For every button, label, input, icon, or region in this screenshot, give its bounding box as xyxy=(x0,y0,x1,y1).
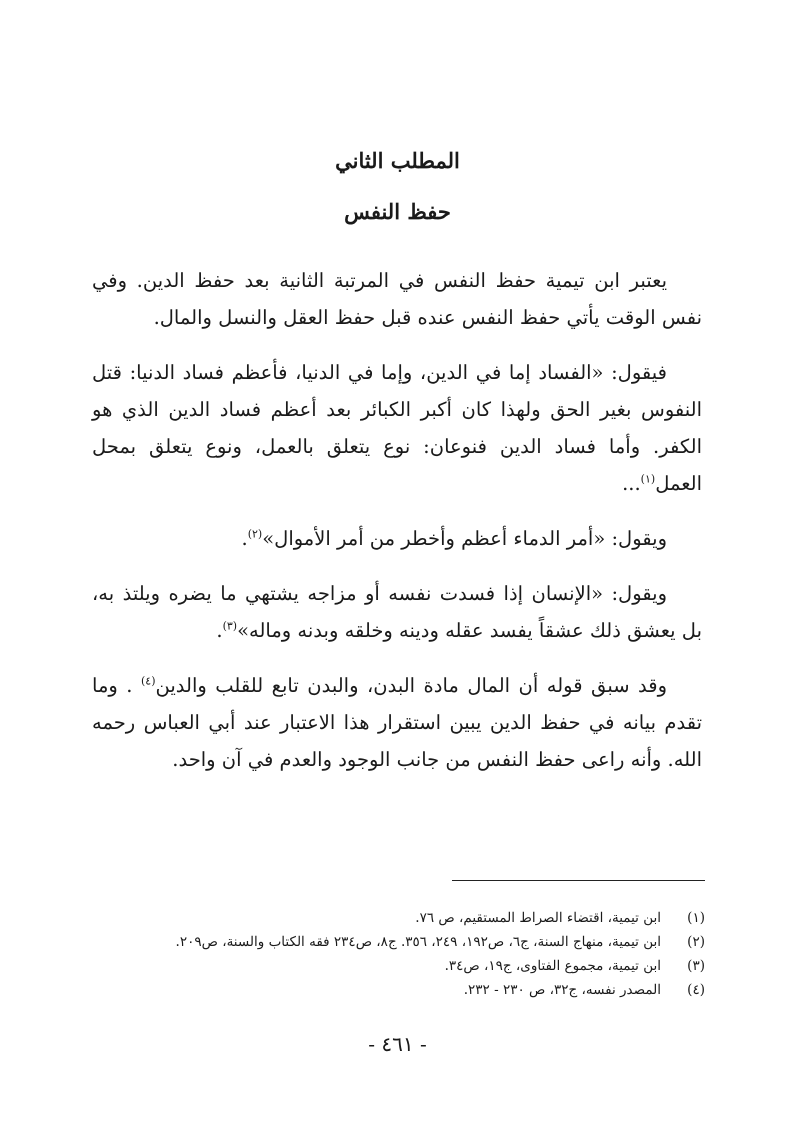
paragraph xyxy=(92,575,702,649)
paragraph-text: يعتبر ابن تيمية حفظ النفس في المرتبة الثانية بعد حفظ الدين. وفي نفس الوقت يأتي حفظ النفس عنده قبل حفظ العقل والنسل والمال. xyxy=(92,269,702,329)
footnote-ref: (٤) xyxy=(140,674,156,688)
footnote-ref: (١) xyxy=(640,472,656,486)
paragraph-tail: . وما تقدم بيانه في حفظ الدين يبين استقرار هذا الاعتبار عند أبي العباس رحمه الله. وأنه راعى حفظ النفس من جانب الوجود والعدم في آن واحد. xyxy=(92,674,702,771)
footnote-divider xyxy=(452,880,705,881)
footnote-item xyxy=(100,954,705,978)
footnote-number: (٣) xyxy=(687,958,705,974)
paragraph xyxy=(92,667,702,778)
body-text xyxy=(92,262,702,778)
paragraph-text: ويقول: «أمر الدماء أعظم وأخطر من أمر الأموال» xyxy=(262,527,667,550)
section-subtitle: حفظ النفس xyxy=(344,199,451,224)
footnote-text: ابن تيمية، مجموع الفتاوى، ج١٩، ص٣٤. xyxy=(444,958,661,974)
footnote-text: المصدر نفسه، ج٣٢، ص ٢٣٠ - ٢٣٢. xyxy=(463,982,661,998)
footnote-item xyxy=(100,906,705,930)
footnote-number: (٤) xyxy=(687,982,705,998)
footnote-number: (٢) xyxy=(687,934,705,950)
paragraph-text: ويقول: «الإنسان إذا فسدت نفسه أو مزاجه يشتهي ما يضره ويلتذ به، بل يعشق ذلك عشقاً يفسد عقله ودينه وخلقه وبدنه وماله» xyxy=(92,582,702,642)
footnote-text: ابن تيمية، منهاج السنة، ج٦، ص١٩٢، ٢٤٩، ٣٥٦. ج٨، ص٢٣٤ فقه الكتاب والسنة، ص٢٠٩. xyxy=(175,934,661,950)
footnote-ref: (٢) xyxy=(247,527,263,541)
paragraph xyxy=(92,354,702,502)
page-number: - ٤٦١ - xyxy=(368,1032,427,1056)
paragraph-text: فيقول: «الفساد إما في الدين، وإما في الدنيا، فأعظم فساد الدنيا: قتل النفوس بغير الحق ولهذا كان أكبر الكبائر بعد أعظم فساد الدين الذي هو الكفر. وأما فساد الدين فنوعان: نوع يتعلق بالعمل، ونوع يتعلق بمحل العمل xyxy=(92,361,702,495)
paragraph xyxy=(92,520,702,557)
paragraph-tail: ... xyxy=(622,472,641,495)
footnote-text: ابن تيمية، اقتضاء الصراط المستقيم، ص ٧٦. xyxy=(415,910,661,926)
footnote-number: (١) xyxy=(687,910,705,926)
paragraph-text: وقد سبق قوله أن المال مادة البدن، والبدن تابع للقلب والدين xyxy=(155,674,667,697)
footnote-item xyxy=(100,978,705,1002)
paragraph xyxy=(92,262,702,336)
footnote-item xyxy=(100,930,705,954)
footnotes-list xyxy=(100,906,705,1002)
section-title: المطلب الثاني xyxy=(335,148,460,173)
paragraph-tail: . xyxy=(216,619,223,642)
footnote-ref: (٣) xyxy=(222,619,238,633)
paragraph-tail: . xyxy=(241,527,248,550)
